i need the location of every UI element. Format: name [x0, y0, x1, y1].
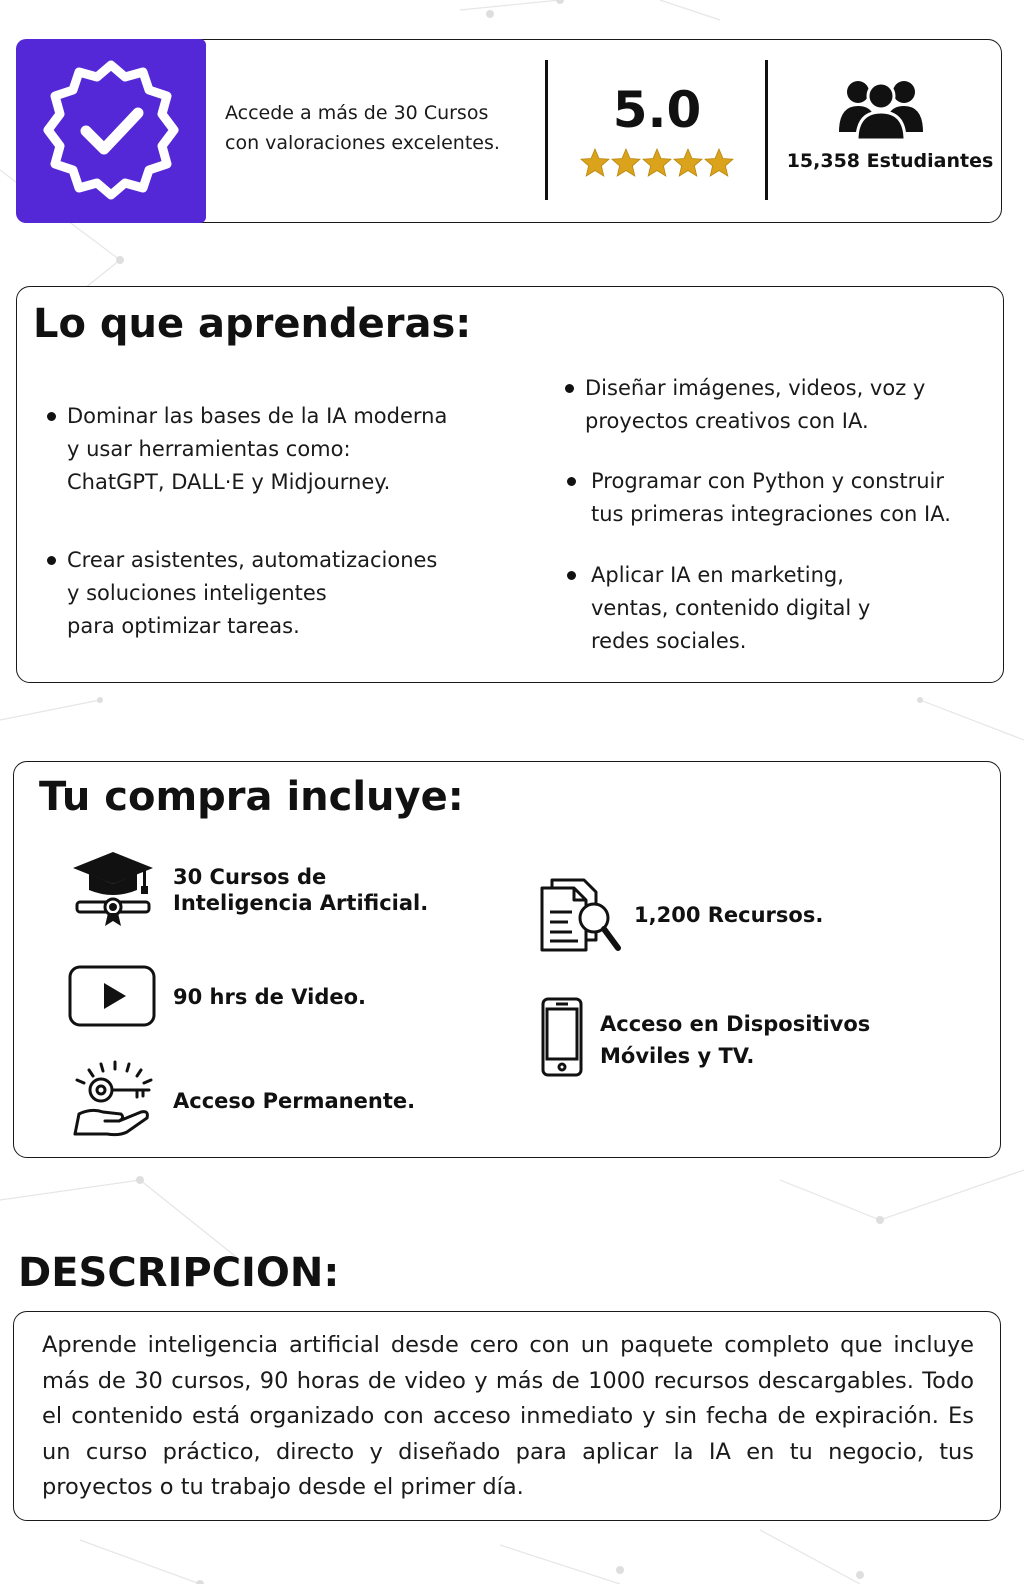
- learning-item-line: tus primeras integraciones con IA.: [591, 502, 951, 526]
- users-group-icon: [839, 76, 923, 142]
- summary-line-1: Accede a más de 30 Cursos: [225, 102, 489, 124]
- include-item-resources: [634, 902, 823, 928]
- verified-badge: [16, 39, 206, 223]
- learning-item-line: ChatGPT, DALL·E y Midjourney.: [67, 470, 391, 494]
- learning-title: Lo que aprenderas:: [33, 301, 472, 347]
- courses-summary-text: [225, 98, 525, 158]
- learning-item: [47, 400, 447, 499]
- include-item-video: [173, 984, 366, 1010]
- learning-item-line: ventas, contenido digital y: [591, 596, 871, 620]
- learning-item: [565, 372, 925, 438]
- learning-item-line: Dominar las bases de la IA moderna: [67, 404, 448, 428]
- divider-1: [545, 60, 548, 200]
- learning-item-line: y usar herramientas como:: [67, 437, 351, 461]
- learning-item: [567, 465, 951, 531]
- play-video-icon: [68, 965, 156, 1027]
- divider-2: [765, 60, 768, 200]
- learning-item: [567, 559, 870, 658]
- include-item-devices: [600, 1008, 870, 1072]
- include-line: 1,200 Recursos.: [634, 903, 824, 927]
- key-hand-icon: [71, 1060, 157, 1140]
- learning-item-line: para optimizar tareas.: [67, 614, 300, 638]
- include-line: Acceso en Dispositivos: [600, 1012, 871, 1036]
- purchase-includes-card: [13, 761, 1001, 1158]
- include-line: Acceso Permanente.: [173, 1089, 416, 1113]
- students-count: 15,358 Estudiantes: [786, 150, 994, 172]
- learning-item-line: redes sociales.: [591, 629, 747, 653]
- include-item-access: [173, 1088, 415, 1114]
- graduation-cap-icon: [71, 850, 155, 930]
- star-icon: [643, 149, 671, 176]
- smartphone-icon: [540, 997, 584, 1077]
- description-title: DESCRIPCION:: [18, 1250, 340, 1296]
- course-summary-card: [16, 39, 1002, 223]
- include-line: 30 Cursos de: [173, 865, 327, 889]
- star-icon: [612, 149, 640, 176]
- learning-item: [47, 544, 437, 643]
- rating-value: 5.0: [612, 81, 702, 139]
- learning-item-line: y soluciones inteligentes: [67, 581, 327, 605]
- learning-item-line: proyectos creativos con IA.: [585, 409, 869, 433]
- includes-title: Tu compra incluye:: [39, 774, 464, 820]
- include-line: Inteligencia Artificial.: [173, 891, 429, 915]
- learning-item-line: Diseñar imágenes, videos, voz y: [585, 376, 926, 400]
- learning-item-line: Programar con Python y construir: [591, 469, 945, 493]
- rating-stars: [580, 148, 734, 178]
- star-icon: [581, 149, 609, 176]
- star-icon: [674, 149, 702, 176]
- summary-line-2: con valoraciones excelentes.: [225, 132, 500, 154]
- document-search-icon: [538, 874, 624, 954]
- star-icon: [705, 149, 733, 176]
- verified-badge-icon: [38, 57, 184, 203]
- description-card: [13, 1311, 1001, 1521]
- description-text: Aprende inteligencia artificial desde cero con un paquete completo que incluye más de 30 cursos, 90 horas de video y más de 1000 recursos descargables. Todo el contenido está organizado con acceso inmediato y sin fecha de expiración. Es un curso práctico, directo y diseñado para aplicar la IA en tu negocio, tus proyectos o tu trabajo desde el primer día.: [42, 1332, 974, 1500]
- learning-outcomes-card: [16, 286, 1004, 683]
- include-line: 90 hrs de Video.: [173, 985, 366, 1009]
- learning-item-line: Aplicar IA en marketing,: [591, 563, 844, 587]
- include-item-courses: [173, 864, 428, 916]
- include-line: Móviles y TV.: [600, 1044, 755, 1068]
- learning-item-line: Crear asistentes, automatizaciones: [67, 548, 438, 572]
